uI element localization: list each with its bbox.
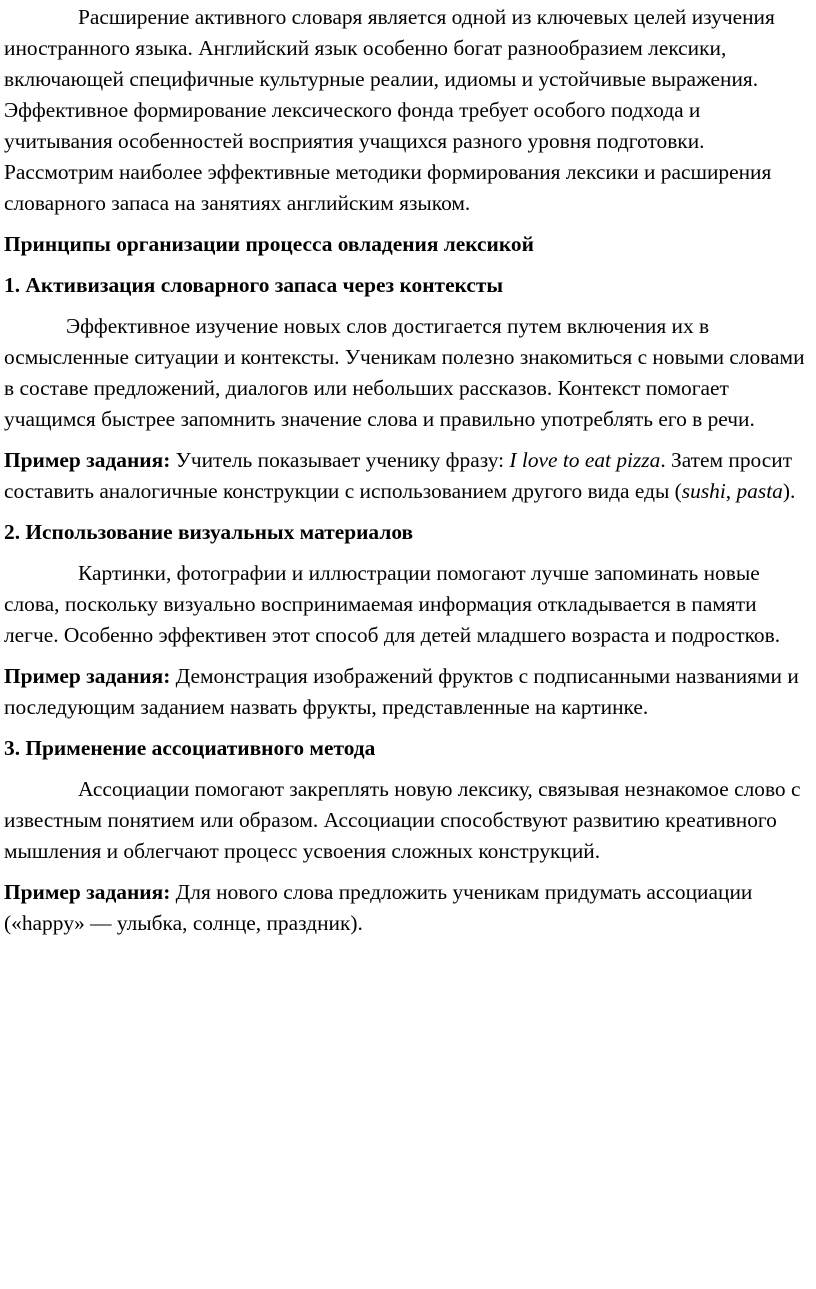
example-text: , bbox=[725, 479, 737, 503]
example-italic-phrase: I love to eat pizza bbox=[509, 448, 661, 472]
example-label: Пример задания: bbox=[4, 664, 171, 688]
main-heading: Принципы организации процесса овладения лексикой bbox=[4, 232, 534, 256]
intro-paragraph: Расширение активного словаря является одной из ключевых целей изучения иностранного языка. Английский язык особенно богат разнообразием лексики, включающей специфичные культурные реалии, идиомы и устойчивые выражения. Эффективное формирование лексического фонда требует особого подхода и учитывания особенностей восприятия учащихся разного уровня подготовки. Рассмотрим наиболее эффективные методики формирования лексики и расширения словарного запаса на занятиях английским языком. bbox=[4, 5, 775, 215]
example-italic-word: pasta bbox=[736, 479, 783, 503]
section-2-body: Картинки, фотографии и иллюстрации помогают лучше запоминать новые слова, поскольку визуально воспринимаемая информация откладывается в памяти легче. Особенно эффективен этот способ для детей младшего возраста и подростков. bbox=[4, 561, 781, 647]
example-text: Учитель показывает ученику фразу: bbox=[170, 448, 510, 472]
section-1-heading: 1. Активизация словарного запаса через контексты bbox=[4, 273, 504, 297]
example-text: . Затем просит составить аналогичные конструкции с использованием другого вида еды ( bbox=[4, 448, 793, 503]
example-text: ). bbox=[782, 479, 796, 503]
example-italic-word: sushi bbox=[681, 479, 726, 503]
example-label: Пример задания: bbox=[4, 448, 171, 472]
section-3-body: Ассоциации помогают закреплять новую лексику, связывая незнакомое слово с известным понятием или образом. Ассоциации способствуют развитию креативного мышления и облегчают процесс усвоения сложных конструкций. bbox=[4, 777, 801, 863]
section-3-heading: 3. Применение ассоциативного метода bbox=[4, 736, 376, 760]
example-text: Для нового слова предложить ученикам придумать ассоциации («happy» — улыбка, солнце, праздник). bbox=[4, 880, 753, 935]
section-1-body: Эффективное изучение новых слов достигается путем включения их в осмысленные ситуации и контексты. Ученикам полезно знакомиться с новыми словами в составе предложений, диалогов или небольших рассказов. Контекст помогает учащимся быстрее запомнить значение слова и правильно употреблять его в речи. bbox=[4, 314, 805, 431]
example-label: Пример задания: bbox=[4, 880, 171, 904]
section-2-example bbox=[4, 661, 812, 723]
section-2-heading: 2. Использование визуальных материалов bbox=[4, 520, 414, 544]
example-text: Демонстрация изображений фруктов с подписанными названиями и последующим заданием назвать фрукты, представленные на картинке. bbox=[4, 664, 799, 719]
section-1-example bbox=[4, 445, 812, 507]
section-3-example bbox=[4, 877, 812, 939]
